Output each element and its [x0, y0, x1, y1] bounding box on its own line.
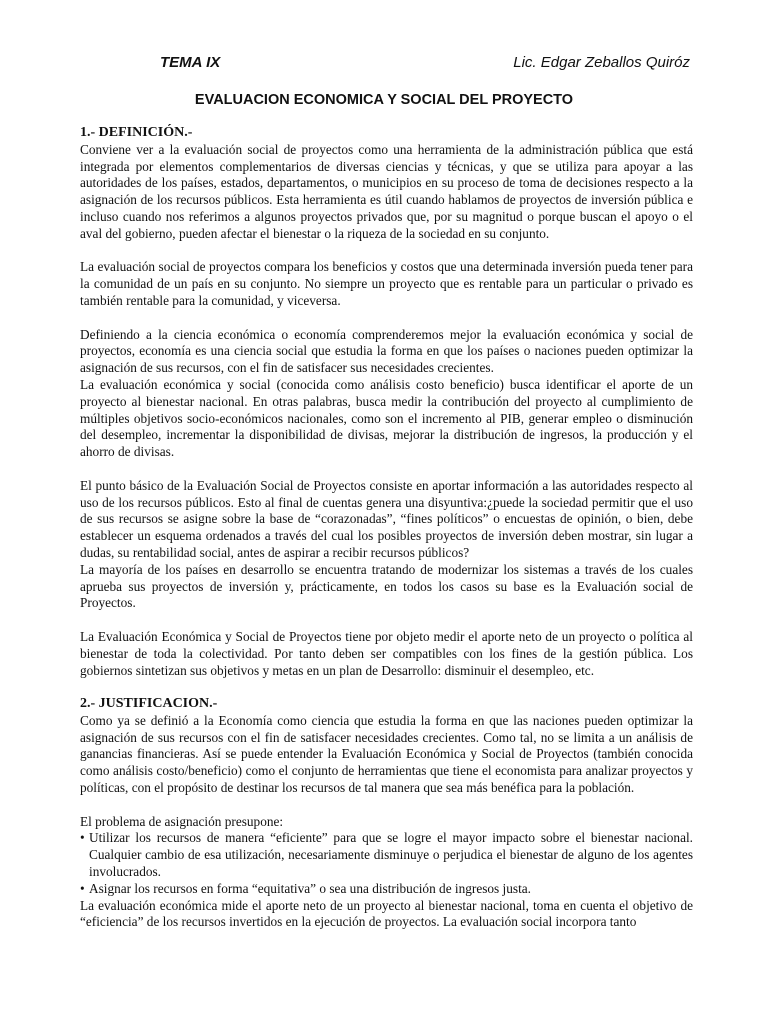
- list-item: [80, 881, 693, 898]
- list-item-text: Asignar los recursos en forma “equitativa” o sea una distribución de ingresos justa.: [89, 880, 531, 896]
- paragraph: Como ya se definió a la Economía como ciencia que estudia la forma en que las naciones pueden optimizar la asignación de sus recursos con el fin de satisfacer necesidades crecientes. Como tal, no se limita a un análisis de ganancias financieras. Así se puede entender la Evaluación Económica y Social de Proyectos (también conocida como análisis costo/beneficio) como el conjunto de herramientas que tiene el economista para analizar proyectos y políticas, con el propósito de destinar los recursos de tal manera que sea más benéfica para la población.: [80, 712, 693, 796]
- paragraph: Definiendo a la ciencia económica o economía comprenderemos mejor la evaluación económica y social de proyectos, economía es una ciencia social que estudia la forma en que los países o naciones pueden optimizar la asignación de sus recursos, con el fin de satisfacer sus necesidades crecientes.: [80, 326, 693, 376]
- paragraph: La evaluación social de proyectos compara los beneficios y costos que una determinada inversión pueda tener para la comunidad de un país en su conjunto. No siempre un proyecto que es rentable para un particular o privado es también rentable para la comunidad, y viceversa.: [80, 259, 693, 308]
- paragraph: Conviene ver a la evaluación social de proyectos como una herramienta de la administración pública que está integrada por elementos complementarios de diversas ciencias y técnicas, y que se utiliza para apoyar a las autoridades de los países, estados, departamentos, o municipios en su proceso de toma de decisiones respecto a la asignación de los recursos públicos. Esta herramienta es útil cuando hablamos de proyectos de inversión pública e incluso cuando nos referimos a algunos proyectos privados que, por su magnitud o porque buscan el apoyo o el aval del gobierno, pueden afectar el bienestar o la riqueza de la sociedad en su conjunto.: [80, 141, 693, 241]
- bullet-list: [80, 830, 693, 897]
- paragraph: La evaluación económica y social (conocida como análisis costo beneficio) busca identificar el aporte de un proyecto al bienestar nacional. En otras palabras, busca medir la contribución del proyecto al cumplimiento de múltiples objetivos socio-económicos nacionales, como son el incremento al PIB, generar empleo o disminución del desempleo, incrementar la disponibilidad de divisas, mejorar la distribución de ingresos, la producción y el ahorro de divisas.: [80, 376, 693, 460]
- list-item-text: Utilizar los recursos de manera “eficiente” para que se logre el mayor impacto sobre el bienestar nacional. Cualquier cambio de esa utilización, necesariamente disminuye o perjudica el bienestar de alguno de los agentes involucrados.: [89, 830, 693, 880]
- bullet-icon: •: [80, 830, 85, 846]
- header-author: Lic. Edgar Zeballos Quiróz: [513, 54, 690, 71]
- paragraph: La Evaluación Económica y Social de Proyectos tiene por objeto medir el aporte neto de un proyecto o política al bienestar de toda la colectividad. Por tanto deben ser compatibles con los fines de la gestión pública. Los gobiernos sintetizan sus objetivos y metas en un plan de Desarrollo: disminuir el desempleo, etc.: [80, 628, 693, 678]
- list-item: [80, 830, 693, 880]
- document-title: EVALUACION ECONOMICA Y SOCIAL DEL PROYECTO: [194, 92, 574, 108]
- section-heading-justificacion: 2.- JUSTIFICACION.-: [80, 696, 218, 712]
- paragraph: La mayoría de los países en desarrollo se encuentra tratando de modernizar los sistemas a través de los cuales aprueba sus proyectos de inversión y, prácticamente, en todos los casos su base es la Evaluación social de Proyectos.: [80, 561, 693, 611]
- paragraph: La evaluación económica mide el aporte neto de un proyecto al bienestar nacional, toma en cuenta el objetivo de “eficiencia” de los recursos invertidos en la ejecución de proyectos. La evaluación social incorpora tanto: [80, 897, 693, 930]
- paragraph: El problema de asignación presupone:: [80, 813, 284, 829]
- paragraph: El punto básico de la Evaluación Social de Proyectos consiste en aportar información a las autoridades respecto al uso de los recursos públicos. Esto al final de cuentas genera una disyuntiva:¿puede la sociedad permitir que el uso de sus recursos se asigne sobre la base de “corazonadas”, “fines políticos” o encuestas de opinión, o bien, debe establecer un esquema ordenados a través del cual los posibles proyectos de inversión deben mostrar, sin lugar a dudas, su rentabilidad social, antes de aspirar a recibir recursos públicos?: [80, 477, 693, 560]
- section-heading-definicion: 1.- DEFINICIÓN.-: [80, 125, 193, 140]
- bullet-icon: •: [80, 880, 85, 896]
- document-body: [80, 125, 693, 931]
- header-topic: TEMA IX: [160, 54, 221, 71]
